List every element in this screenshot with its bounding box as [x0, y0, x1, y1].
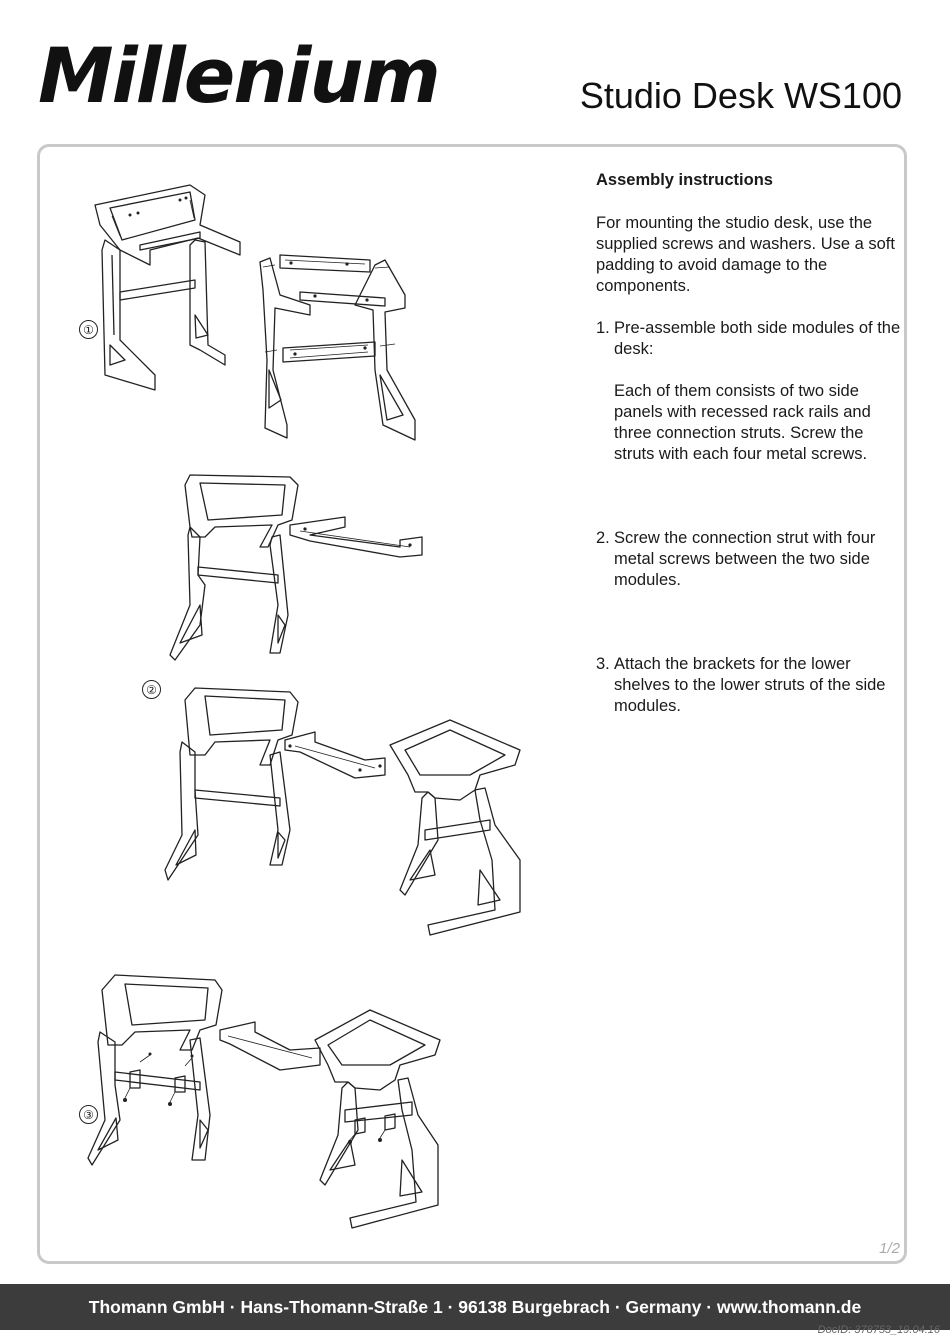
step-number: 2.: [596, 529, 610, 547]
instructions-column: [596, 170, 906, 717]
side-module-assembled-drawing: [90, 180, 250, 395]
document-title: Studio Desk WS100: [579, 75, 902, 116]
step-1-text-b: Each of them consists of two side panels with recessed rack rails and three connection struts. Screw the struts with each four metal screws.: [614, 382, 871, 463]
lower-shelf-brackets-drawing: [80, 970, 445, 1235]
step-3: [596, 654, 906, 717]
step-2: [596, 528, 906, 591]
document-id: DocID: 378753_19.04.16: [817, 1324, 940, 1336]
instructions-heading: Assembly instructions: [596, 171, 773, 189]
intro-paragraph: For mounting the studio desk, use the supplied screws and washers. Use a soft padding to avoid damage to the components.: [596, 214, 895, 295]
side-module-exploded-drawing: [255, 250, 425, 445]
side-module-with-strut-drawing: [160, 465, 430, 670]
step-1-marker: ①: [79, 320, 98, 339]
footer-address: Thomann GmbH · Hans-Thomann-Straße 1 · 96138 Burgebrach · Germany · www.thomann.de: [88, 1296, 862, 1317]
step-3-text: Attach the brackets for the lower shelves to the lower struts of the side modules.: [614, 655, 886, 715]
step-3-marker: ③: [79, 1105, 98, 1124]
step-2-text: Screw the connection strut with four metal screws between the two side modules.: [614, 529, 876, 589]
step-1-text-a: Pre-assemble both side modules of the desk:: [614, 319, 901, 358]
brand-logo: Millenium: [38, 31, 439, 120]
step-number: 1.: [596, 319, 610, 337]
page-number: 1/2: [879, 1240, 900, 1257]
step-2-marker: ②: [142, 680, 161, 699]
footer-bar: [0, 1284, 950, 1330]
two-modules-connected-drawing: [160, 680, 525, 945]
step-1: [596, 318, 906, 465]
step-number: 3.: [596, 655, 610, 673]
